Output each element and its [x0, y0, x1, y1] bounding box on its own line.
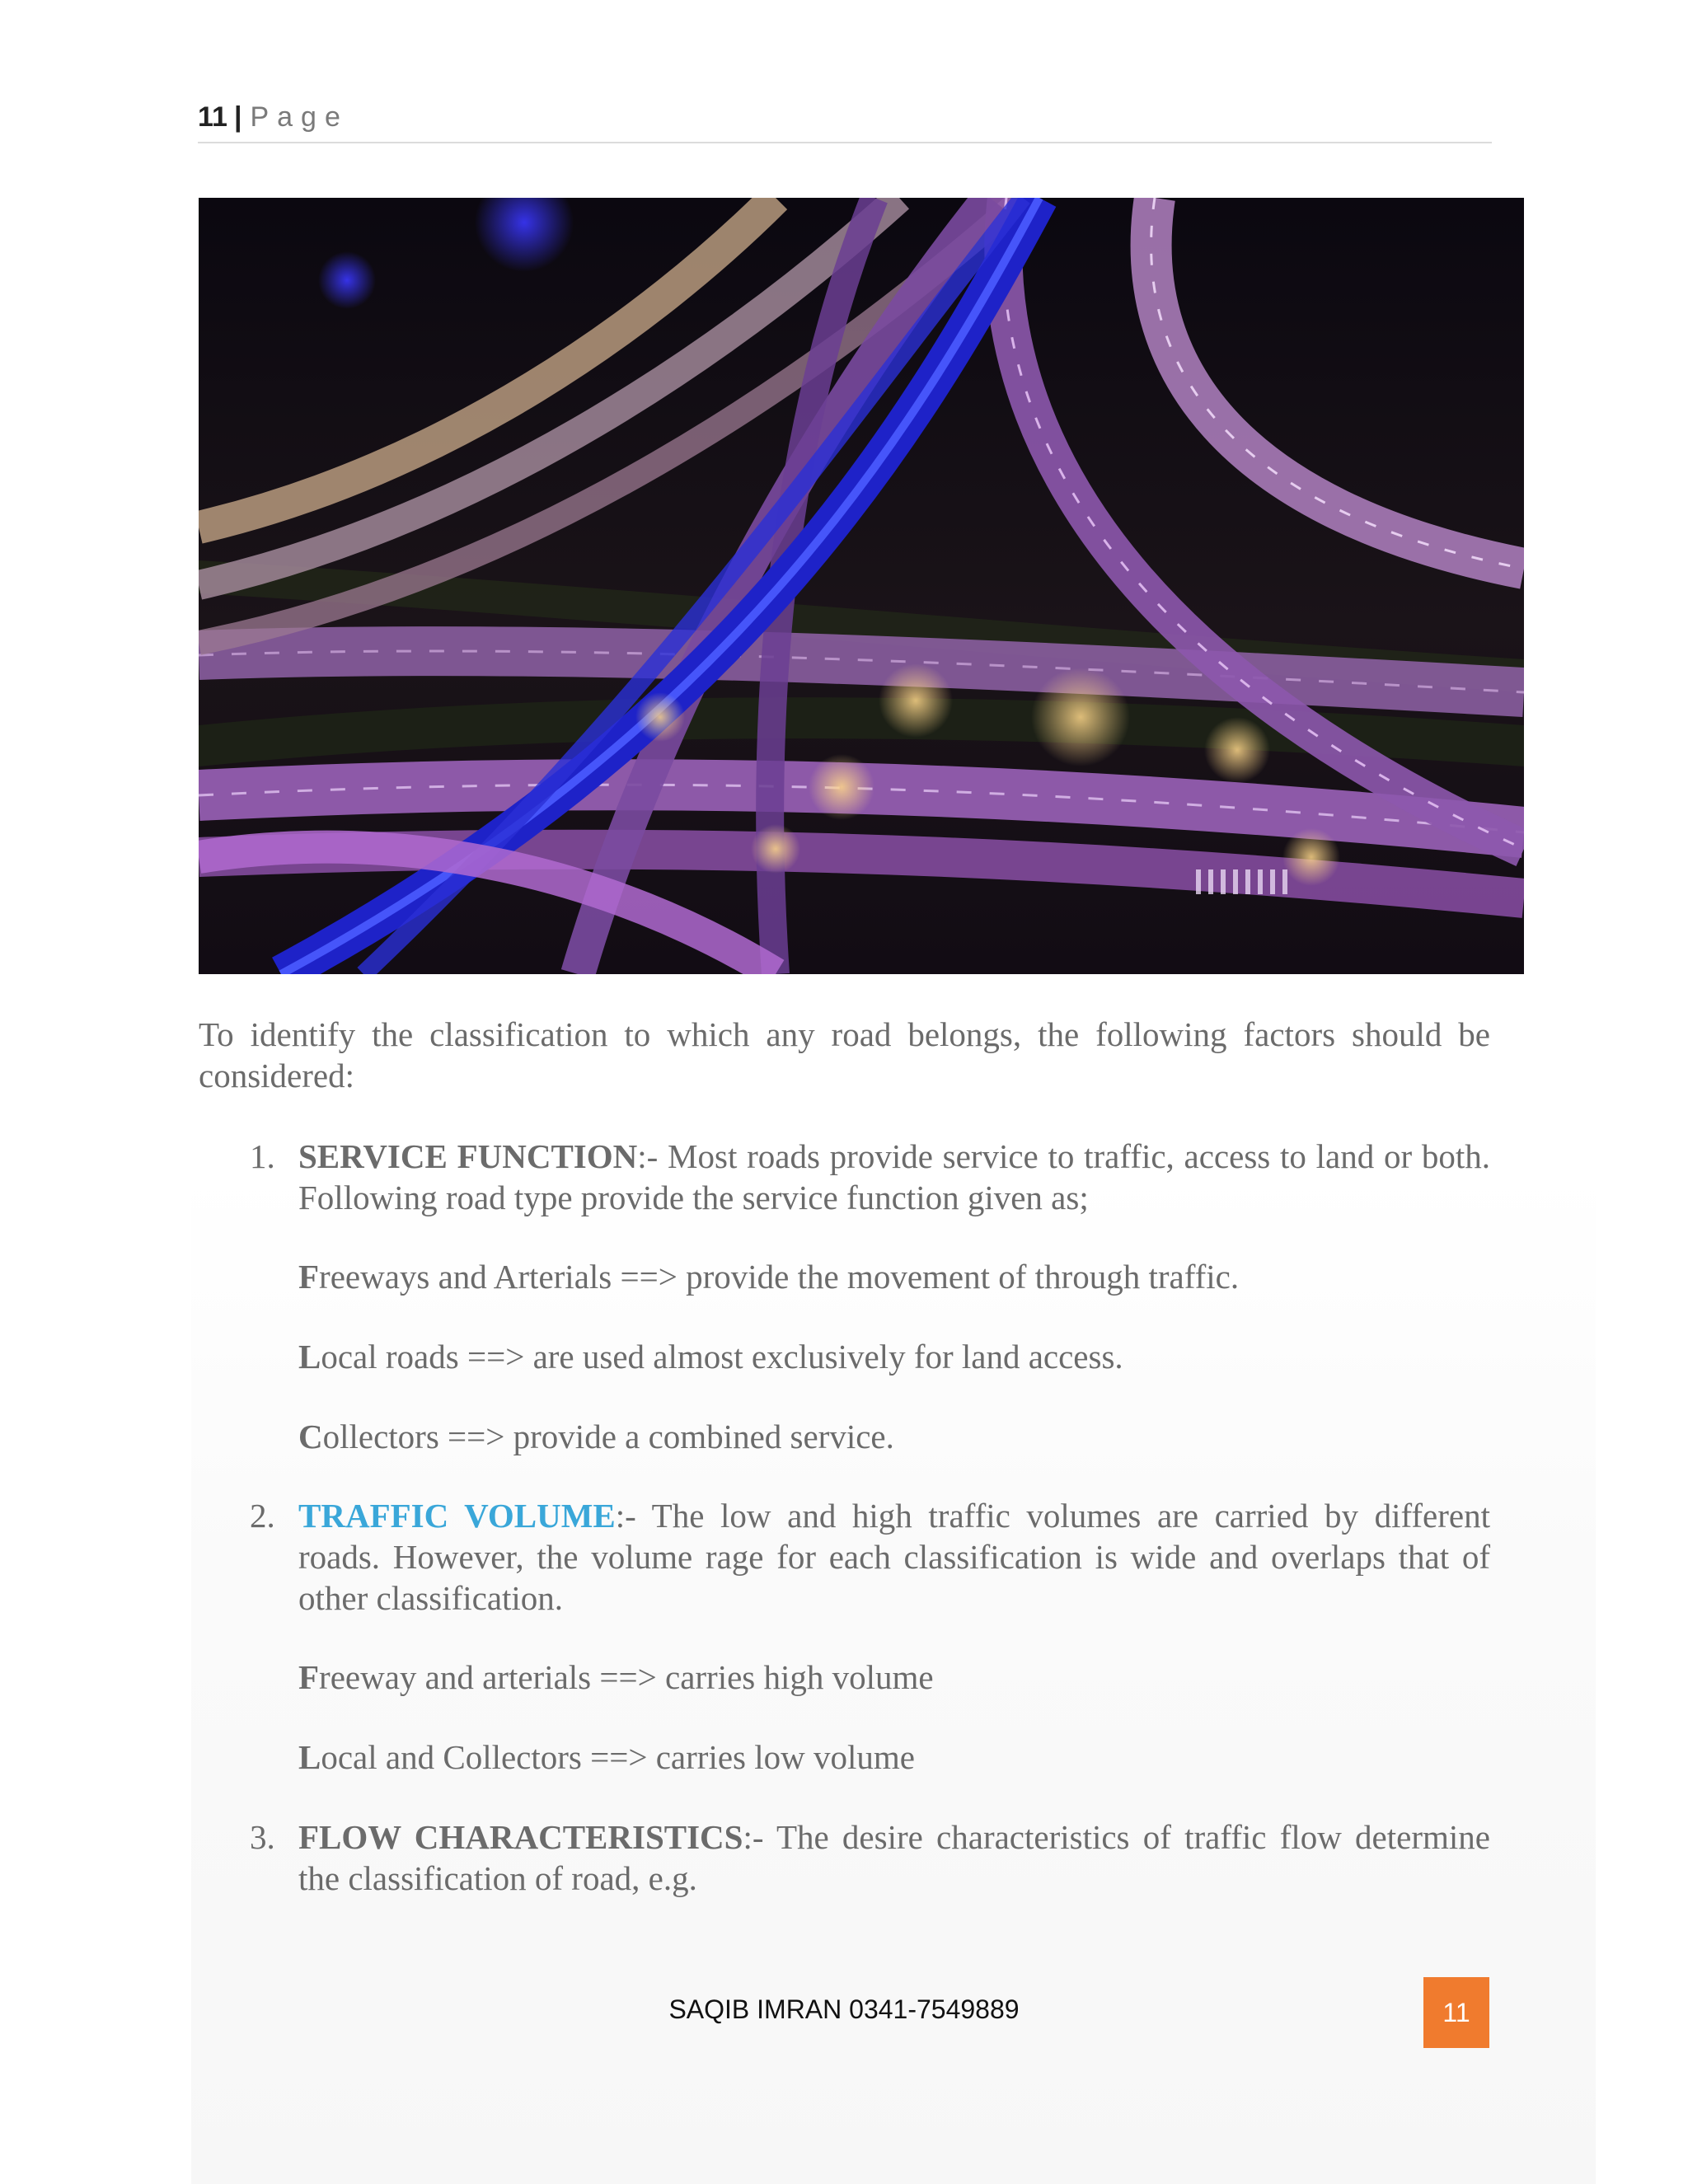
- list-text: :- Most roads provide service to traffic, access to land or both. Following road type provide the service function given as;: [298, 1137, 1490, 1216]
- footer-page-badge: 11: [1423, 1977, 1489, 2048]
- header-separator: |: [233, 101, 242, 133]
- keyword-traffic-volume: TRAFFIC VOLUME: [298, 1497, 616, 1535]
- page-header: [198, 99, 1492, 143]
- sub-item: Local roads ==> are used almost exclusively for land access.: [298, 1338, 1123, 1376]
- list-text: :- The low and high traffic volumes are carried by different roads. However, the volume rage for each classification is wide and overlaps that of other classification.: [298, 1497, 1490, 1617]
- sub-item: Freeway and arterials ==> carries high volume: [298, 1658, 934, 1696]
- footer-author: SAQIB IMRAN 0341-7549889: [668, 1994, 1020, 2024]
- sub-item: Collectors ==> provide a combined service.: [298, 1418, 894, 1455]
- keyword-service-function: SERVICE FUNCTION: [298, 1137, 638, 1175]
- sub-item: Local and Collectors ==> carries low volume: [298, 1738, 915, 1776]
- list-number: 1.: [250, 1137, 275, 1175]
- intro-paragraph: To identify the classification to which any road belongs, the following factors should be considered:: [199, 1015, 1490, 1094]
- keyword-flow-characteristics: FLOW CHARACTERISTICS: [298, 1818, 743, 1856]
- header-page-number: 11: [198, 101, 227, 133]
- list-text: :- The desire characteristics of traffic flow determine the classification of road, e.g.: [298, 1818, 1490, 1897]
- sub-item: Freeways and Arterials ==> provide the movement of through traffic.: [298, 1258, 1240, 1296]
- list-number: 3.: [250, 1818, 275, 1856]
- header-page-word: Page: [250, 101, 349, 133]
- highway-interchange-photo: [199, 198, 1524, 974]
- list-number: 2.: [250, 1497, 275, 1535]
